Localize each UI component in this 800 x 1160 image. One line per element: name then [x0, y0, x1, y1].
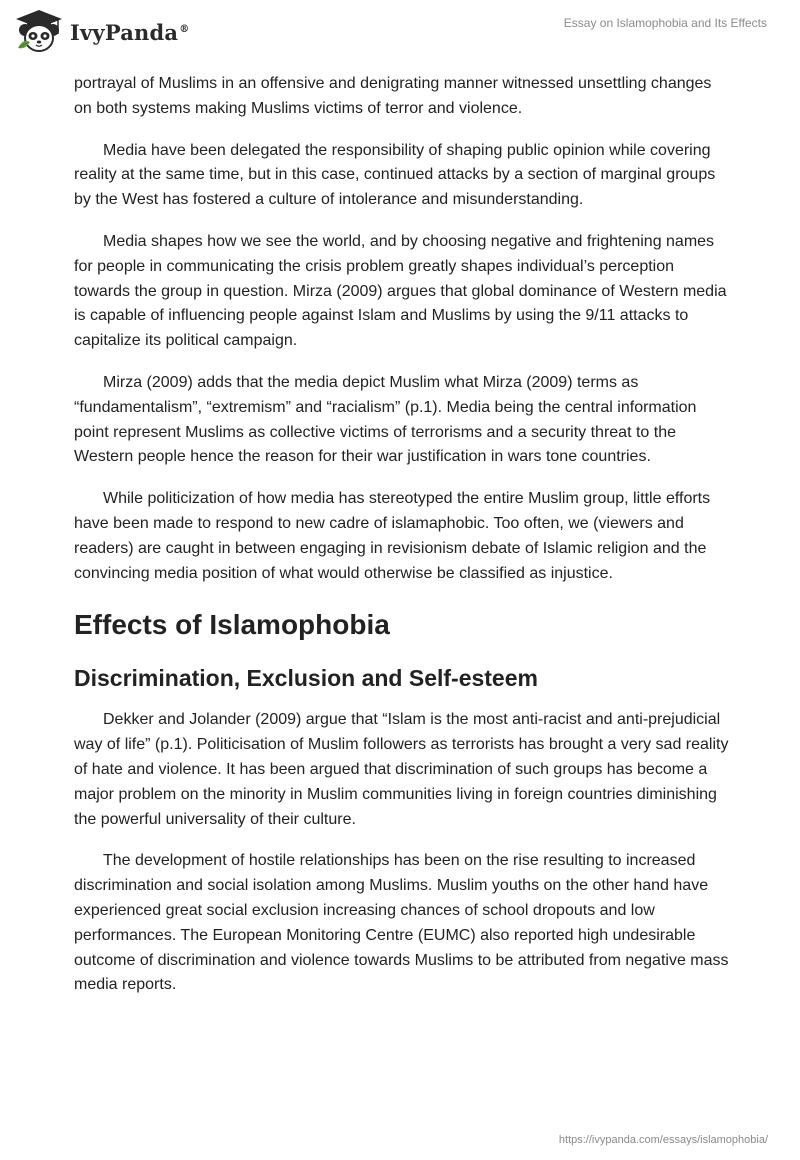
document-title: Essay on Islamophobia and Its Effects	[563, 16, 767, 30]
paragraph: The development of hostile relationships has been on the rise resulting to increased discrimination and social isolation among Muslims. Muslim youths on the other hand have experienced great social exclusion increasing chances of school dropouts and low performances. The European Monitoring Centre (EUMC) also reported high undesirable outcome of discrimination and violence towards Muslims to be attributed from negative mass media reports.	[74, 852, 729, 994]
essay-body	[74, 72, 730, 1015]
paragraph: portrayal of Muslims in an offensive and denigrating manner witnessed unsettling changes on both systems making Muslims victims of terror and violence.	[74, 75, 712, 117]
page-header	[0, 0, 800, 70]
brand-name: IvyPanda®	[70, 19, 190, 45]
subsection-heading: Discrimination, Exclusion and Self-esteem	[74, 665, 538, 692]
ivypanda-logo[interactable]	[14, 8, 189, 54]
paragraph: Dekker and Jolander (2009) argue that “Islam is the most anti-racist and anti-prejudicial way of life” (p.1). Politicisation of Muslim followers as terrorists has brought a very sad reality of hate and violence. It has been argued that discrimination of such groups has become a major problem on the minority in Muslim communities living in foreign countries diminishing the powerful universality of their culture.	[74, 711, 729, 828]
paragraph: Mirza (2009) adds that the media depict Muslim what Mirza (2009) terms as “fundamentalism”, “extremism” and “racialism” (p.1). Media being the central information point represent Muslims as collective victims of terrorisms and a security threat to the Western people hence the reason for their war justification in wars tone countries.	[74, 373, 697, 466]
paragraph: While politicization of how media has stereotyped the entire Muslim group, little efforts have been made to respond to new cadre of islamaphobic. Too often, we (viewers and readers) are caught in between engaging in revisionism debate of Islamic religion and the convincing media position of what would otherwise be classified as injustice.	[74, 490, 711, 582]
source-url[interactable]: https://ivypanda.com/essays/islamophobia/	[558, 1134, 768, 1146]
section-heading: Effects of Islamophobia	[74, 609, 390, 641]
registered-mark: ®	[179, 23, 190, 35]
paragraph: Media shapes how we see the world, and by choosing negative and frightening names for people in communicating the crisis problem greatly shapes individual’s perception towards the group in question. Mirza (2009) argues that global dominance of Western media is capable of influencing people against Islam and Muslims by using the 9/11 attacks to capitalize its political campaign.	[74, 232, 727, 350]
paragraph: Media have been delegated the responsibility of shaping public opinion while covering reality at the same time, but in this case, continued attacks by a section of marginal groups by the West has fostered a culture of intolerance and misunderstanding.	[74, 141, 716, 209]
panda-graduate-icon	[14, 8, 64, 54]
